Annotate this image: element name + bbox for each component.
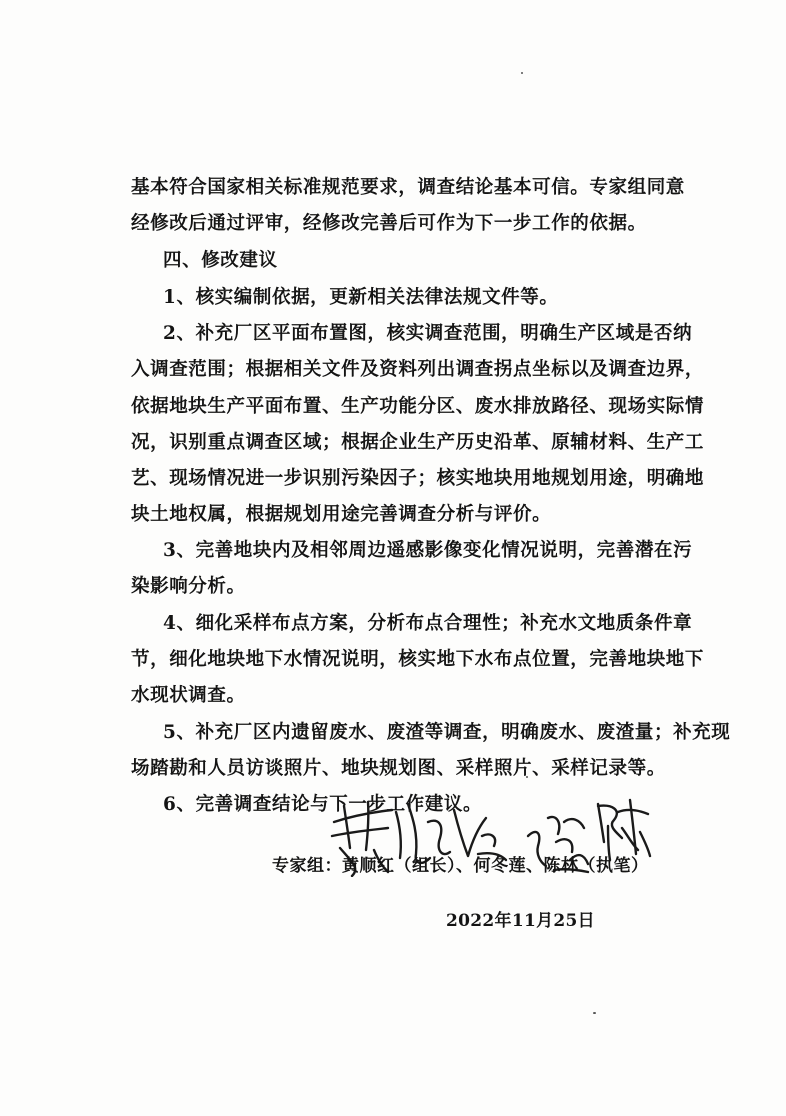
list-item-continuation: 水现状调查。 — [131, 685, 246, 706]
list-item-continuation: 况，识别重点调查区域；根据企业生产历史沿革、原辅材料、生产工 — [131, 432, 705, 453]
scan-speck — [521, 72, 523, 74]
expert-group-line: 专家组：黄顺红（组长）、何冬莲、陈林（执笔） — [272, 856, 649, 876]
list-item-continuation: 染影响分析。 — [131, 576, 246, 597]
list-item-continuation: 依据地块生产平面布置、生产功能分区、废水排放路径、现场实际情 — [131, 396, 705, 417]
list-item: 6、完善调查结论与下一步工作建议。 — [163, 794, 483, 815]
list-item-continuation: 艺、现场情况进一步识别污染因子；核实地块用地规划用途，明确地 — [131, 468, 705, 489]
document-date: 2022年11月25日 — [446, 911, 595, 931]
list-item: 4、细化采样布点方案，分析布点合理性；补充水文地质条件章 — [163, 613, 693, 634]
paragraph-line: 经修改后通过评审，经修改完善后可作为下一步工作的依据。 — [131, 213, 647, 234]
list-item-continuation: 节，细化地块地下水情况说明，核实地下水布点位置，完善地块地下 — [131, 649, 705, 670]
list-item: 2、补充厂区平面布置图，核实调查范围，明确生产区域是否纳 — [163, 323, 693, 344]
list-item: 1、核实编制依据，更新相关法律法规文件等。 — [163, 287, 559, 308]
list-item: 3、完善地块内及相邻周边遥感影像变化情况说明，完善潜在污 — [163, 540, 693, 561]
list-item: 5、补充厂区内遗留废水、废渣等调查，明确废水、废渣量；补充现 — [163, 722, 731, 743]
list-item-continuation: 入调查范围；根据相关文件及资料列出调查拐点坐标以及调查边界， — [131, 359, 705, 380]
list-item-continuation: 块土地权属，根据规划用途完善调查分析与评价。 — [131, 504, 552, 525]
list-item-continuation: 场踏勘和人员访谈照片、地块规划图、采样照片、采样记录等。 — [131, 758, 666, 779]
section-heading: 四、修改建议 — [163, 250, 278, 271]
paragraph-line: 基本符合国家相关标准规范要求，调查结论基本可信。专家组同意 — [131, 177, 685, 198]
scan-speck — [593, 1012, 596, 1014]
